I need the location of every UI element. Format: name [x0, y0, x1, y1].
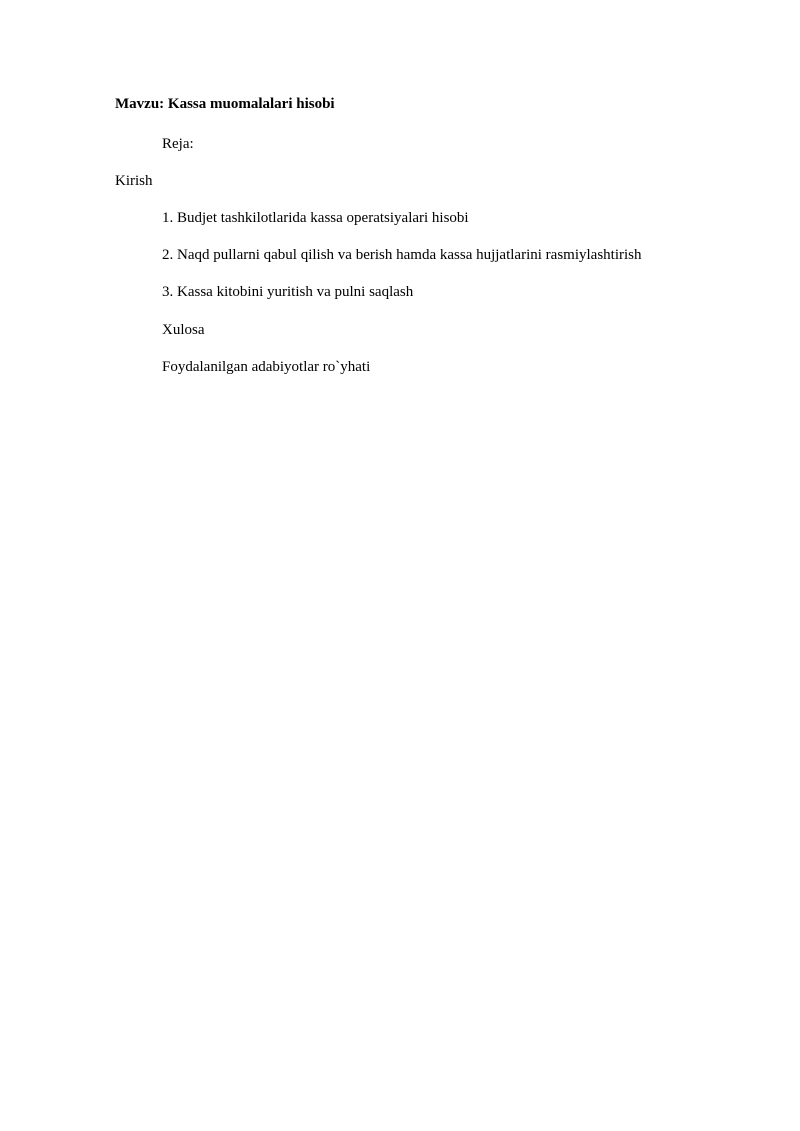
- plan-label: Reja:: [162, 136, 194, 152]
- plan-item: 2. Naqd pullarni qabul qilish va berish hamda kassa hujjatlarini rasmiylashtirish: [162, 247, 642, 263]
- references-heading: Foydalanilgan adabiyotlar ro`yhati: [162, 359, 371, 375]
- conclusion-heading: Xulosa: [162, 322, 205, 338]
- document-title: Mavzu: Kassa muomalalari hisobi: [115, 96, 335, 112]
- plan-item: 1. Budjet tashkilotlarida kassa operatsiyalari hisobi: [162, 210, 469, 226]
- plan-item: 3. Kassa kitobini yuritish va pulni saqlash: [162, 284, 414, 300]
- intro-heading: Kirish: [115, 173, 153, 189]
